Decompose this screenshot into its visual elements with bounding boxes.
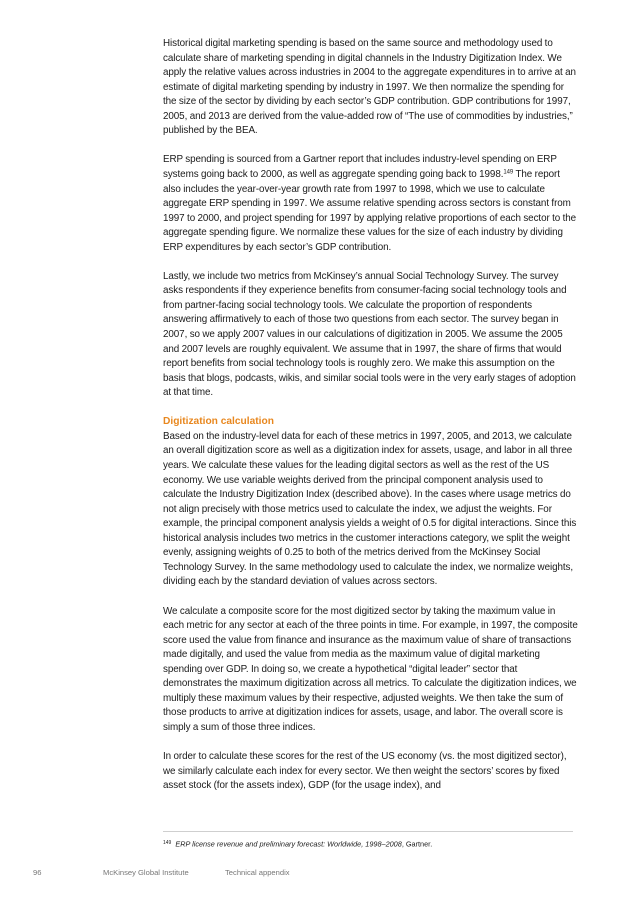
footnote-title: ERP license revenue and preliminary forecast: Worldwide, 1998–2008 (175, 839, 402, 849)
erp-text-before-note: ERP spending is sourced from a Gartner report that includes industry-level spending on ERP systems going back to 2000, as well as aggregate spending going back to 1998. (163, 154, 557, 180)
footnote-reference[interactable]: 149 (503, 169, 514, 176)
footnote-source: , Gartner. (401, 839, 433, 849)
page-number: 96 (33, 868, 42, 877)
erp-text-after-note: The report also includes the year-over-year growth rate from 1997 to 1998, which we use to calculate aggregate ERP spending in 1997. We assume relative spending across sectors is constant from 1997 to 2000, and project spending for 1997 by applying relative proportions of each sector to the aggregate spending figure. We normalize these values for the size of each industry by dividing ERP expenditures by each sector’s GDP contribution. (163, 168, 577, 253)
paragraph-digital-marketing: Historical digital marketing spending is based on the same source and methodology used to calculate share of marketing spending in digital channels in the Industry Digitization Index. We apply the relative values across industries in 2004 to the aggregate expenditures in to arrive at an estimate of digital marketing spending by industry in 1997. We then normalize the spending for the size of the sector by dividing by each sector’s GDP contribution. GDP contributions for 1997, 2005, and 2013 are derived from the value-added row of “The use of commodities by industries,” published by the BEA. (163, 38, 576, 137)
paragraph-composite-score: We calculate a composite score for the most digitized sector by taking the maximum value in each metric for any sector at each of the three points in time. For example, in 1997, the composite score used the value from finance and insurance as the maximum value of share of transactions made digitally, and used the value from media as the maximum value of digital marketing spending over GDP. In doing so, we create a hypothetical “digital leader” sector that demonstrates the maximum digitization across all metrics. To calculate the digitization indices, we multiply these maximum values by their respective, adjusted weights. We then take the sum of those products to arrive at digitization indices for assets, usage, and labor. The overall score is simply a sum of those three indices. (163, 605, 578, 733)
section-heading: Digitization calculation (163, 416, 274, 428)
body-column (163, 37, 578, 808)
footnote (163, 838, 583, 850)
footer-section: Technical appendix (225, 868, 290, 877)
paragraph-erp-spending (163, 153, 578, 255)
footnote-divider (163, 831, 573, 832)
paragraph-digitization-score: Based on the industry-level data for each of these metrics in 1997, 2005, and 2013, we calculate an overall digitization score as well as a digitization index for assets, usage, and labor in all three years. We calculate these values for the leading digital sectors as well as the rest of the US economy. We use variable weights derived from the principal component analysis used to calculate the Industry Digitization Index (described above). In the cases where usage metrics do not align precisely with those metrics used to calculate the index, we adjust the weights. For example, the principal component analysis yields a weight of 0.5 for digital interactions. Since this historical analysis includes two metrics in the customer interactions category, we split the weight evenly, assigning weights of 0.25 to both of the metrics derived from the McKinsey Social Technology Survey. In the same methodology used to calculate the index, we normalize weights, dividing each by the standard deviation of values across sectors. (163, 430, 577, 588)
footnote-number: 149 (163, 840, 172, 846)
footer-institute: McKinsey Global Institute (103, 868, 189, 877)
paragraph-social-survey: Lastly, we include two metrics from McKinsey’s annual Social Technology Survey. The survey asks respondents if they experience benefits from consumer-facing social technology tools and from partner-facing social technology tools. We calculate the proportion of respondents answering affirmatively to each of those two questions from each sector. The survey began in 2007, so we apply 2007 values in our calculations of digitization in 2005. We assume the 2005 and 2007 levels are roughly equivalent. We assume that in 1997, the share of firms that would report benefits from social technology tools is roughly zero. We make this assumption on the basis that blogs, podcasts, wikis, and similar social tools were in the very early stages of adoption at that time. (163, 270, 576, 399)
paragraph-rest-of-economy: In order to calculate these scores for the rest of the US economy (vs. the most digitized sector), we similarly calculate each index for every sector. We then weight the sectors’ scores by fixed asset stock (for the assets index), GDP (for the usage index), and (163, 751, 567, 792)
